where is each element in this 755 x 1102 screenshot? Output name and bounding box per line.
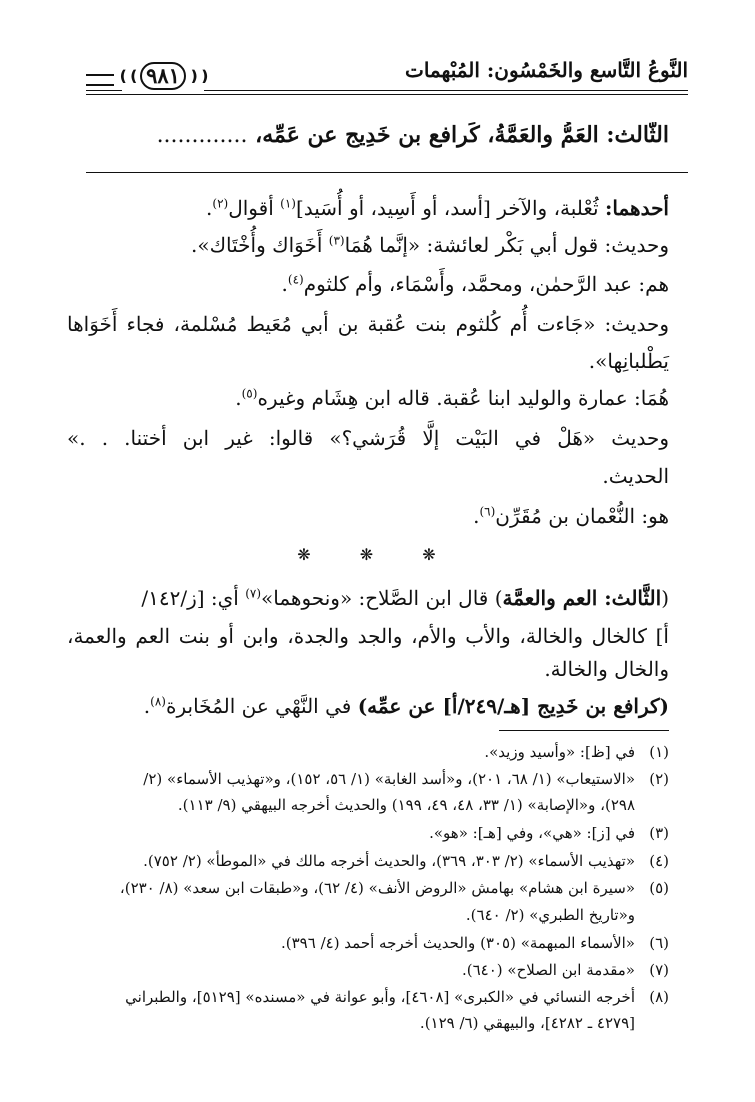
footnote-text: «الأسماء المبهمة» (٣٠٥) والحديث أخرجه أحمد (٤/ ٣٩٦). (281, 934, 635, 952)
text-line: يَطْلبانِها». (588, 349, 669, 373)
line-text: هُمَا: عمارة والوليد ابنا عُقبة. قاله ابن هِشَام وغيره (257, 386, 669, 410)
text-line (67, 500, 669, 532)
line-text: هم: عبد الرَّحمٰن، ومحمَّد، وأَسْمَاء، وأم كلثوم (303, 272, 669, 296)
footnote-continuation: ٢٩٨)، و«الإصابة» (١/ ٣٣، ٤٨، ٤٩، ١٩٩) والحديث أخرجه البيهقي (٩/ ١١٣). (177, 796, 635, 814)
footnote (67, 768, 669, 790)
text-line: وحديث «هَلْ في البَيْت إلَّا قُرَشي؟» قالوا: غير ابن أختنا. . .» (67, 426, 669, 450)
section-heading-text: الثَّالث: العَمُّ والعَمَّةُ، كَرافع بن خَدِيج عن عَمِّه، (255, 122, 669, 148)
footnote (67, 822, 669, 844)
header-ornament-lines (86, 74, 114, 86)
footnote-text: «الاستيعاب» (١/ ٦٨، ٢٠١)، و«أسد الغابة» (١/ ٥٦، ١٥٢)، و«تهذيب الأسماء» (٢/ (143, 770, 635, 788)
footnote-ref: (٤) (287, 272, 304, 287)
footnote (67, 850, 669, 872)
footnote-ref: (٥) (241, 386, 258, 401)
line-text: ) قال ابن الصَّلاح: «ونحوهما» (261, 586, 503, 610)
line-text: أَخَوَاك وأُخْتَاك». (190, 233, 329, 257)
footnote-number: (٦) (649, 934, 669, 952)
footnote-ref: (٢) (212, 196, 229, 211)
line-text: وحديث: قول أبي بَكْر لعائشة: «إنَّما هُمَا (344, 233, 669, 257)
footnote-ref: (٧) (245, 586, 262, 601)
footnote-number: (٨) (649, 988, 669, 1006)
ornament-icon: ❪❪ (116, 67, 139, 85)
footnote-text: في [ز]: «هي»، وفي [هـ]: «هو». (429, 824, 635, 842)
footnote-divider (499, 730, 669, 731)
commentary-label: الثَّالث: العم والعمَّة (502, 586, 662, 610)
line-text: . (281, 272, 288, 296)
footnote-text: «مقدمة ابن الصلاح» (٦٤٠). (461, 961, 635, 979)
line-text: . (235, 386, 242, 410)
text-line: وحديث: «جَاءت أُم كُلثوم بنت عُقبة بن أبي مُعَيط مُسْلمة، فجاء أَخَوَاها (67, 312, 670, 336)
ornament-icon: ❫❫ (187, 67, 210, 85)
footnote-text: «تهذيب الأسماء» (٢/ ٣٠٣، ٣٦٩)، والحديث أخرجه مالك في «الموطأ» (٢/ ٧٥٢). (143, 852, 635, 870)
footnote-ref: (١) (280, 196, 296, 211)
line-text: . (473, 504, 480, 528)
footnote (67, 877, 669, 899)
line-text: ثُعْلبة، والآخر [أسد، أو أَسِيد، أو أُسَيد] (295, 196, 605, 220)
footnote-continuation: [٤٢٧٩ ـ ٤٢٨٢]، والبيهقي (٦/ ١٢٩). (419, 1014, 635, 1032)
page-number-cartouche (116, 60, 210, 92)
line-text: . (143, 694, 151, 718)
text-line (67, 268, 669, 300)
line-text: هو: النُّعْمان بن مُقَرِّن (495, 504, 669, 528)
commentary-label: (كرافع بن خَدِيج [هـ/٢٤٩/أ] عن عمِّه) (357, 694, 669, 718)
footnote-number: (٥) (649, 879, 669, 897)
commentary-line: أ] كالخال والخالة، والأب والأم، والجد والجدة، وابن أو بنت العم والعمة، (67, 624, 669, 648)
section-heading (69, 122, 669, 148)
footnote (67, 932, 669, 954)
footnote-continuation: و«تاريخ الطبري» (٢/ ٦٤٠). (465, 906, 635, 924)
footnote-number: (٧) (649, 961, 669, 979)
footnote-number: (٤) (649, 852, 669, 870)
text-line: الحديث. (602, 464, 669, 488)
commentary-line (67, 690, 669, 722)
footnote (67, 741, 669, 763)
text-line (67, 192, 669, 224)
line-label: أحدهما: (604, 196, 669, 220)
footnote-text: «سيرة ابن هشام» بهامش «الروض الأنف» (٤/ ٦٢)، و«طبقات ابن سعد» (٨/ ٢٣٠)، (119, 879, 635, 897)
commentary-line (67, 582, 669, 614)
commentary-line: والخال والخالة. (544, 657, 669, 681)
footnote-text: أخرجه النسائي في «الكبرى» [٤٦٠٨]، وأبو عوانة في «مسنده» [٥١٢٩]، والطبراني (125, 988, 635, 1006)
line-text: في النَّهْي عن المُخَابرة (165, 694, 358, 718)
footnote-ref: (٦) (479, 504, 496, 519)
text-line (67, 382, 669, 414)
text-line (67, 229, 669, 261)
line-text: ( (661, 586, 669, 610)
footnote-number: (١) (649, 743, 669, 761)
footnote-number: (٣) (649, 824, 669, 842)
section-divider (86, 172, 688, 173)
line-text: . (206, 196, 213, 220)
page-number: ٩٨١ (140, 62, 186, 90)
section-heading-dots: ............. (156, 123, 248, 148)
line-text: أي: [ز/١٤٢/ (141, 586, 246, 610)
footnote (67, 959, 669, 981)
section-separator-stars: ❋ ❋ ❋ (297, 545, 458, 564)
footnote-ref: (٨) (150, 694, 166, 709)
footnote-number: (٢) (649, 770, 669, 788)
footnote-text: في [ظ]: «وأسيد وزيد». (484, 743, 635, 761)
footnote (67, 986, 669, 1008)
header-title: النَّوعُ التَّاسع والخَمْسُون: المُبْهمات (405, 58, 688, 82)
running-header (86, 56, 688, 100)
line-text: أقوال (228, 196, 281, 220)
footnote-ref: (٣) (328, 233, 345, 248)
